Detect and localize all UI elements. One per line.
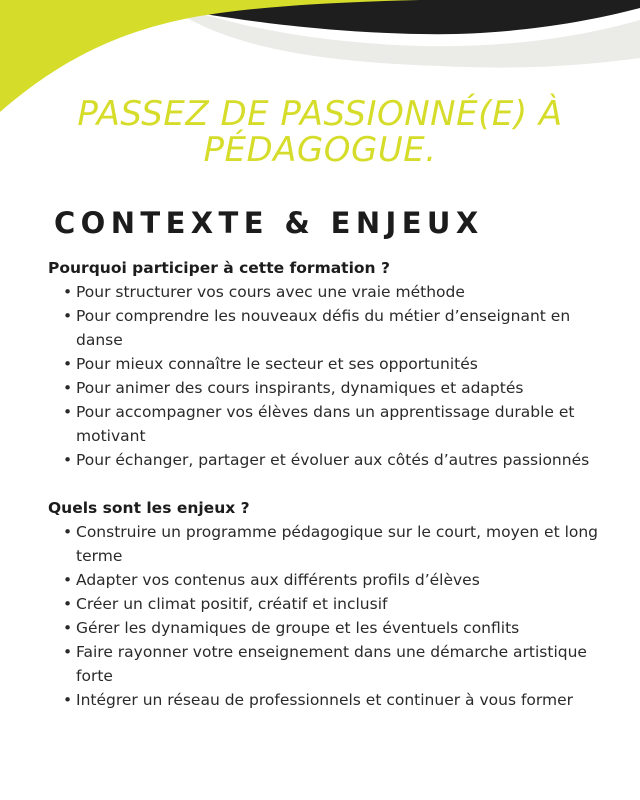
list-item (48, 616, 618, 640)
headline-line-2: PÉDAGOGUE. (203, 130, 437, 170)
list-item (48, 592, 618, 616)
headline (0, 96, 640, 168)
list-item-text: Pour accompagner vos élèves dans un apprentissage durable et motivant (76, 403, 575, 445)
list-item-text: Pour animer des cours inspirants, dynamiques et adaptés (76, 379, 524, 397)
list-item (48, 520, 618, 568)
list-item-text: Adapter vos contenus aux différents profils d’élèves (76, 571, 480, 589)
section-spacer (48, 472, 618, 496)
list-item (48, 352, 618, 376)
list-item-text: Pour mieux connaître le secteur et ses opportunités (76, 355, 478, 373)
list-item-text: Gérer les dynamiques de groupe et les éventuels conflits (76, 619, 520, 637)
bullet-icon: • (63, 355, 73, 373)
bullet-icon: • (63, 571, 73, 589)
list-item-text: Créer un climat positif, créatif et inclusif (76, 595, 388, 613)
stakes-heading: Quels sont les enjeux ? (48, 499, 250, 517)
bullet-icon: • (63, 451, 73, 469)
why-heading: Pourquoi participer à cette formation ? (48, 259, 390, 277)
headline-line-1: PASSEZ DE PASSIONNÉ(E) À (77, 94, 563, 134)
bullet-icon: • (63, 595, 73, 613)
list-item (48, 688, 618, 712)
why-list (48, 280, 618, 472)
list-item (48, 376, 618, 400)
bullet-icon: • (63, 379, 73, 397)
list-item-text: Intégrer un réseau de professionnels et continuer à vous former (76, 691, 573, 709)
bullet-icon: • (63, 643, 73, 661)
list-item (48, 448, 618, 472)
list-item-text: Pour comprendre les nouveaux défis du métier d’enseignant en danse (76, 307, 571, 349)
list-item (48, 640, 618, 688)
list-item (48, 280, 618, 304)
list-item-text: Construire un programme pédagogique sur le court, moyen et long terme (76, 523, 599, 565)
list-item-text: Pour structurer vos cours avec une vraie méthode (76, 283, 465, 301)
bullet-icon: • (63, 691, 73, 709)
list-item (48, 568, 618, 592)
bullet-icon: • (63, 403, 73, 421)
bullet-icon: • (63, 523, 73, 541)
list-item-text: Faire rayonner votre enseignement dans une démarche artistique forte (76, 643, 587, 685)
section-title: CONTEXTE & ENJEUX (54, 206, 484, 240)
list-item-text: Pour échanger, partager et évoluer aux côtés d’autres passionnés (76, 451, 590, 469)
list-item (48, 400, 618, 448)
content-body (48, 256, 618, 712)
bullet-icon: • (63, 307, 73, 325)
bullet-icon: • (63, 283, 73, 301)
list-item (48, 304, 618, 352)
bullet-icon: • (63, 619, 73, 637)
stakes-list (48, 520, 618, 712)
